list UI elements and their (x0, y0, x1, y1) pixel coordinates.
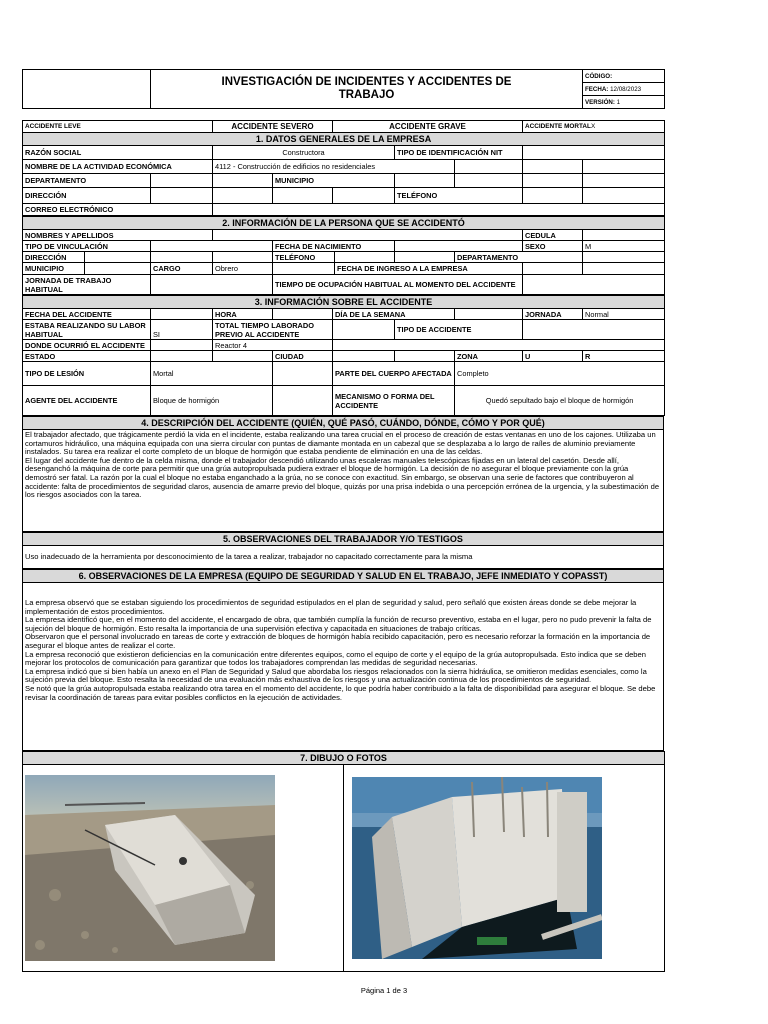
nacimiento-label: FECHA DE NACIMIENTO (273, 241, 395, 252)
zona-label: ZONA (455, 351, 523, 362)
section-2 (22, 216, 665, 295)
photo-cell-right (344, 765, 665, 972)
parte-label: PARTE DEL CUERPO AFECTADA (333, 362, 455, 386)
observation-paragraph: La empresa indicó que si bien había un anexo en el Plan de Seguridad y Salud que abordaba los riesgos relacionados con la sierra hidráulica, se omitieron medidas esenciales, como la sujeción previa del bloque. Esto resalta la necesidad de una evaluación más exhaustiva de los riesgos y una actualización continua de los procedimientos de seguridad. (25, 666, 647, 685)
photo-cell-left (23, 765, 344, 972)
agente-value: Bloque de hormigón (151, 386, 273, 416)
title-line1: INVESTIGACIÓN DE INCIDENTES Y ACCIDENTES DE (221, 76, 512, 88)
ciudad-label: CIUDAD (273, 351, 333, 362)
estado-label: ESTADO (23, 351, 151, 362)
version-cell: VERSIÓN: 1 (583, 96, 665, 109)
hora-label: HORA (213, 309, 273, 320)
cargo-value: Obrero (213, 263, 273, 275)
ingreso-label: FECHA DE INGRESO A LA EMPRESA (335, 263, 523, 275)
section-4 (22, 416, 664, 532)
observation-paragraph: La empresa observó que se estaban siguiendo los procedimientos de seguridad estipulados en el plan de seguridad y salud, pero señaló que existen áreas donde se debe mejorar la implementación de estos procedimientos. (25, 598, 637, 616)
cedula-label: CEDULA (523, 230, 583, 241)
severity-leve: ACCIDENTE LEVE (23, 121, 213, 133)
municipio-persona-label: MUNICIPIO (23, 263, 85, 275)
departamento-persona-label: DEPARTAMENTO (455, 252, 583, 263)
direccion-label: DIRECCIÓN (23, 188, 151, 204)
section-1 (22, 120, 665, 216)
form-title (151, 70, 583, 109)
lesion-value: Mortal (151, 362, 273, 386)
zona-r: R (583, 351, 665, 362)
section-4-title: 4. DESCRIPCIÓN DEL ACCIDENTE (QUIÉN, QUÉ PASÓ, CUÁNDO, DÓNDE, CÓMO Y POR QUÉ) (23, 417, 664, 430)
observation-paragraph: Se notó que la grúa autopropulsada estaba realizando otra tarea en el momento del accidente, lo que podría haber contribuido a la falta de disponibilidad para asegurar el bloque. Se debe revisar la coordinación de tareas para evitar posibles conflictos en la ejecución de actividades. (25, 683, 656, 702)
jornada-value: Normal (583, 309, 665, 320)
municipio-label: MUNICIPIO (273, 174, 395, 188)
observation-paragraph: La empresa reconoció que existieron deficiencias en la comunicación entre diferentes equipos, como el equipo de corte y el equipo de la grúa autopropulsada. Esto indica que se deben mejorar los protocolos de comunicación para garantizar que todos los trabajadores comprendan las medidas de seguridad necesarias. (25, 649, 646, 668)
donde-value: Reactor 4 (213, 340, 333, 351)
observation-paragraph: Observaron que el personal involucrado en tareas de corte y extracción de bloques de hormigón había recibido capacitación, pero es necesario reforzar la formación en la importancia de asegurar el bloque antes de realizar el corte. (25, 632, 651, 650)
razon-social-value: Constructora (213, 146, 395, 160)
ocupacion-label: TIEMPO DE OCUPACIÓN HABITUAL AL MOMENTO DEL ACCIDENTE (273, 275, 523, 295)
donde-label: DONDE OCURRIÓ EL ACCIDENTE (23, 340, 151, 351)
severity-grave: ACCIDENTE GRAVE (333, 121, 523, 133)
zona-u: U (523, 351, 583, 362)
page-footer: Página 1 de 3 (360, 986, 408, 995)
departamento-label: DEPARTAMENTO (23, 174, 151, 188)
sexo-label: SEXO (523, 241, 583, 252)
sexo-value: M (583, 241, 665, 252)
cargo-label: CARGO (151, 263, 213, 275)
labor-habitual-label: ESTABA REALIZANDO SU LABOR HABITUAL (23, 320, 151, 340)
correo-label: CORREO ELECTRÓNICO (23, 204, 213, 216)
actividad-value: 4112 - Construcción de edificios no residenciales (213, 160, 455, 174)
nombres-label: NOMBRES Y APELLIDOS (23, 230, 213, 241)
photo-concrete-block (25, 775, 275, 961)
tipo-id-label: TIPO DE IDENTIFICACIÓN NIT (395, 146, 523, 160)
incident-form (22, 69, 664, 972)
fecha-accidente-label: FECHA DEL ACCIDENTE (23, 309, 151, 320)
section-3-title: 3. INFORMACIÓN SOBRE EL ACCIDENTE (23, 296, 665, 309)
razon-social-label: RAZÓN SOCIAL (23, 146, 213, 160)
severity-mark: X (590, 123, 596, 130)
dia-label: DÍA DE LA SEMANA (333, 309, 455, 320)
section-5 (22, 532, 664, 569)
form-header (22, 69, 665, 109)
description-paragraph: El lugar del accidente fue dentro de la celda misma, donde el trabajador descendió utilizando unas escaleras manuales telescópicas fijadas en un lateral del casetón. Desde allí, desenganchó la máquina de corte para permitir que una grúa autopropulsada pudiera extraer el bloque de hormigón. La decisión de no asegurar el bloque previamente con la grúa demostró ser fatal. La razón por la cual el bloque no estaba enganchado a la grúa, no se conoce con exactitud. Sin embargo, se observan una serie de factores que contribuyeron al accidente: falta de procedimientos de seguridad claros, ausencia de amarre previo del bloque, quizás por una prisa indebida o una percepción errónea de la urgencia, y la subestimación de los riesgos asociados con la tarea. (25, 455, 660, 500)
codigo-cell: CÓDIGO: (583, 70, 665, 83)
labor-habitual-value: SI (151, 320, 213, 340)
fecha-cell: FECHA: 12/08/2023 (583, 83, 665, 96)
direccion-persona-label: DIRECCIÓN (23, 252, 85, 263)
section-2-title: 2. INFORMACIÓN DE LA PERSONA QUE SE ACCIDENTÓ (23, 217, 665, 230)
version-value: 1 (616, 98, 621, 106)
actividad-label: NOMBRE DE LA ACTIVIDAD ECONÓMICA (23, 160, 213, 174)
severity-mortal: ACCIDENTE MORTALX (523, 121, 665, 133)
fecha-value: 12/08/2023 (610, 85, 642, 93)
mecanismo-label: MECANISMO O FORMA DEL ACCIDENTE (333, 386, 455, 416)
section-1-title: 1. DATOS GENERALES DE LA EMPRESA (23, 133, 665, 146)
section-5-text: Uso inadecuado de la herramienta por desconocimiento de la tarea a realizar, trabajador no capacitado correctamente para la misma (23, 546, 664, 569)
section-7 (22, 751, 665, 972)
section-6-title: 6. OBSERVACIONES DE LA EMPRESA (EQUIPO DE SEGURIDAD Y SALUD EN EL TRABAJO, JEFE INMEDIATO Y COPASST) (23, 570, 664, 583)
logo-cell (23, 70, 151, 109)
title-line2: TRABAJO (338, 89, 395, 101)
section-6 (22, 569, 664, 751)
telefono-persona-label: TELÉFONO (273, 252, 335, 263)
section-5-title: 5. OBSERVACIONES DEL TRABAJADOR Y/O TESTIGOS (23, 533, 664, 546)
lesion-label: TIPO DE LESIÓN (23, 362, 151, 386)
section-4-description (23, 430, 664, 532)
section-6-observations (23, 583, 664, 751)
photo-excavation-cell (352, 777, 602, 959)
tipo-accidente-label: TIPO DE ACCIDENTE (395, 320, 523, 340)
telefono-label: TELÉFONO (395, 188, 523, 204)
description-paragraph: El trabajador afectado, que trágicamente perdió la vida en el incidente, estaba realizando una tarea crucial en el proceso de creación de estas ventanas en uno de los cajones. Utilizaba un cortamuros hidráulico, una máquina equipada con una sierra circular con puntas de diamante montada en un cabezal que se desplazaba a lo largo de raíles de aluminio previamente instalados. Su tarea era realizar el corte completo de un bloque de hormigón que estaba pendiente de eliminación en una de las celdas. (25, 430, 656, 457)
jornada-habitual-label: JORNADA DE TRABAJO HABITUAL (23, 275, 151, 295)
mecanismo-value: Quedó sepultado bajo el bloque de hormigón (455, 386, 665, 416)
jornada-label: JORNADA (523, 309, 583, 320)
vinculacion-label: TIPO DE VINCULACIÓN (23, 241, 151, 252)
section-7-title: 7. DIBUJO O FOTOS (23, 752, 665, 765)
section-3 (22, 295, 665, 416)
parte-value: Completo (455, 362, 665, 386)
severity-severo: ACCIDENTE SEVERO (213, 121, 333, 133)
observation-paragraph: La empresa identificó que, en el momento del accidente, el encargado de obra, que también cumplía la función de recurso preventivo, estaba en el lugar, pero no pudo prevenir la falta de sujeción del bloque de hormigón. Esto resalta la importancia de una supervisión efectiva y capacitada en situaciones de trabajo críticas. (25, 615, 652, 633)
agente-label: AGENTE DEL ACCIDENTE (23, 386, 151, 416)
tiempo-laborado-label: TOTAL TIEMPO LABORADO PREVIO AL ACCIDENTE (213, 320, 333, 340)
